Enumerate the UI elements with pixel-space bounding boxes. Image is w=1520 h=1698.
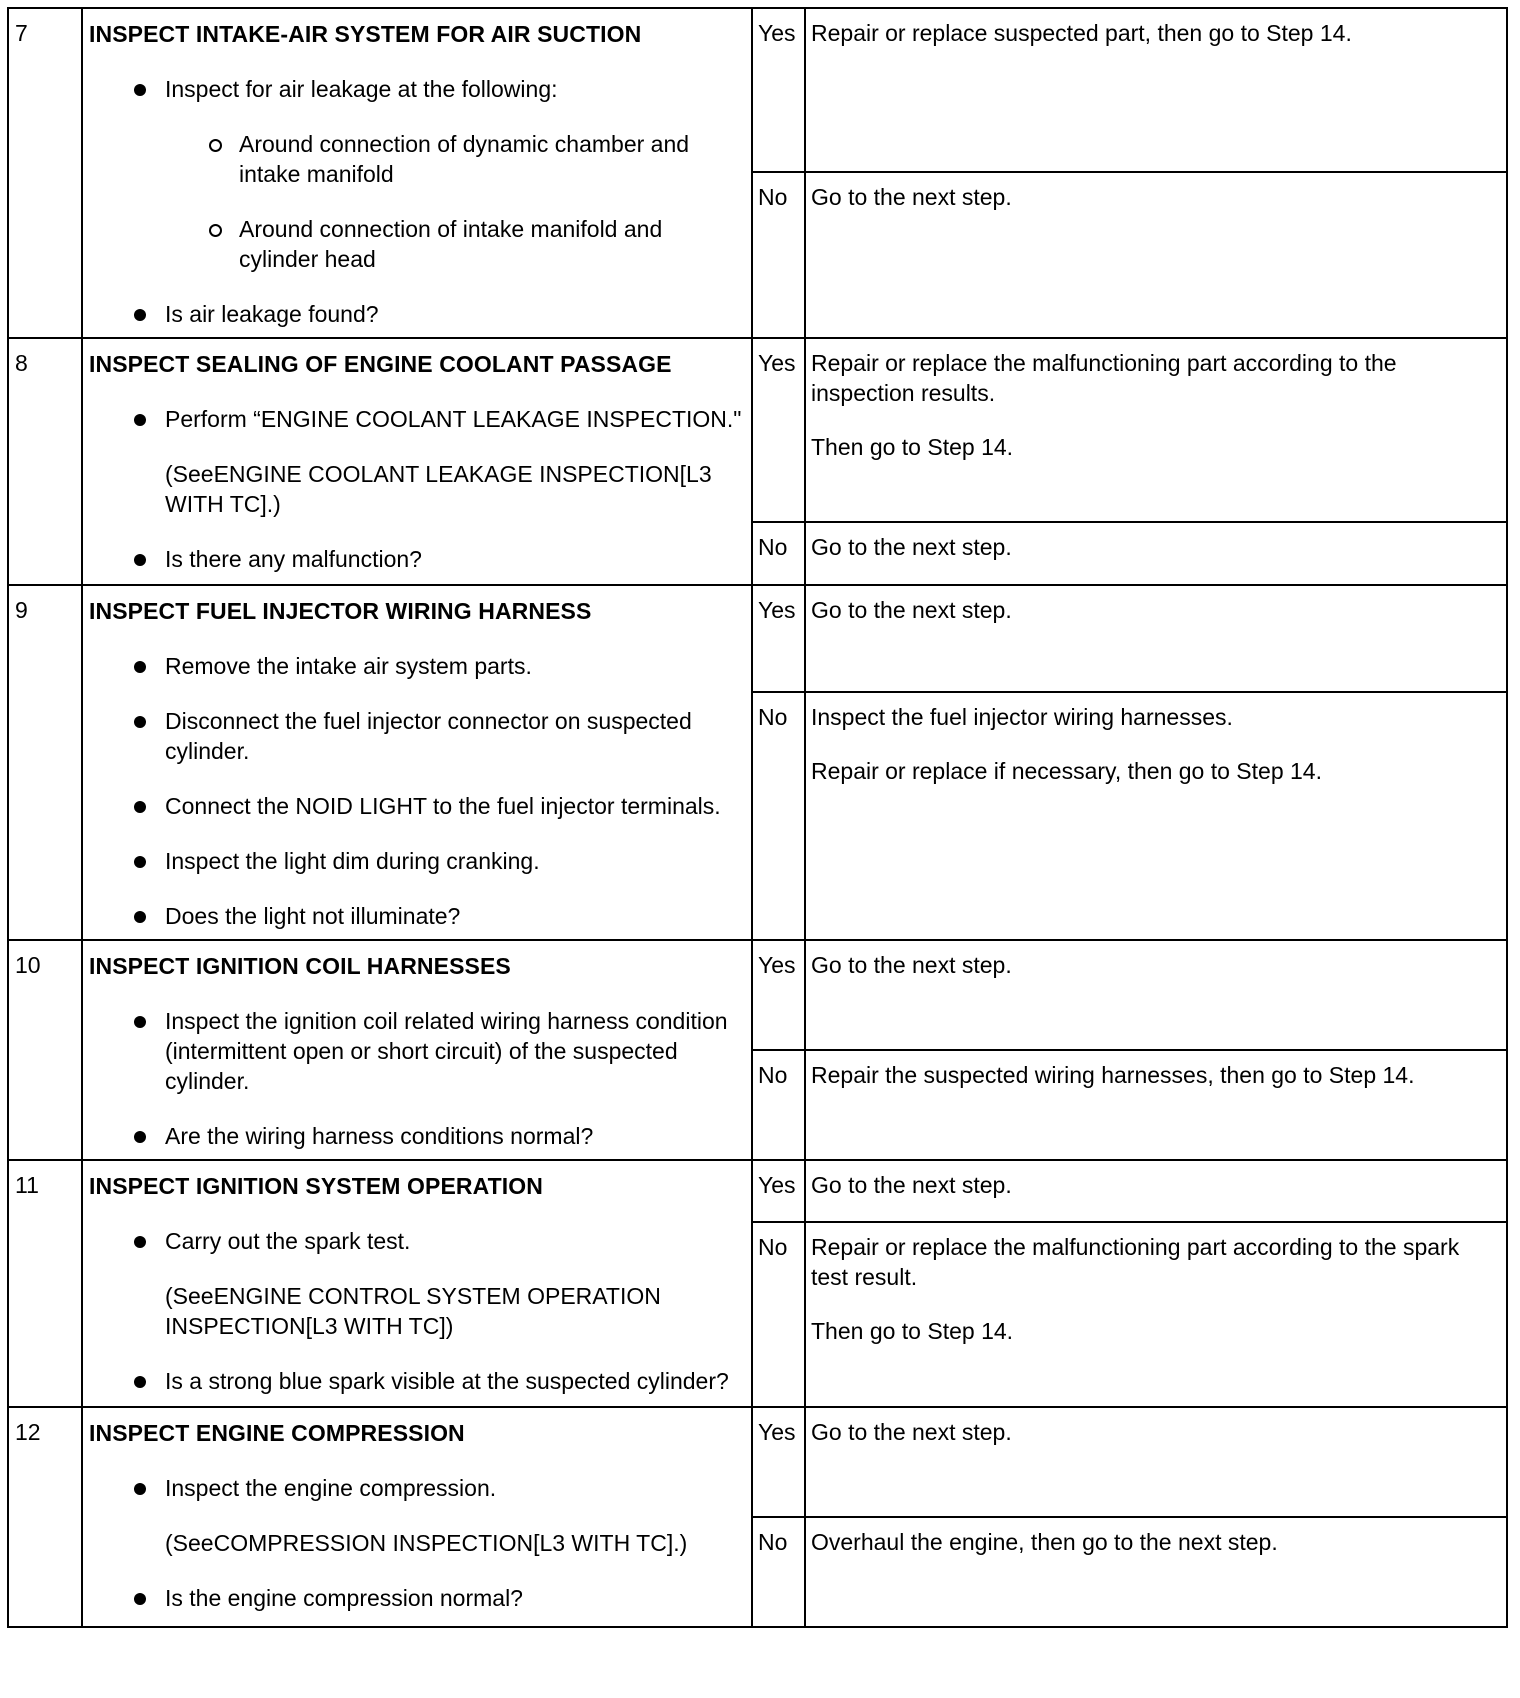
no-actions — [806, 1223, 1506, 1352]
no-actions — [806, 1051, 1506, 1096]
bullet-item: Is air leakage found? — [89, 299, 743, 329]
no-label-cell — [752, 1222, 805, 1407]
bullet-item: Carry out the spark test. — [89, 1226, 743, 1256]
step-content-cell — [82, 585, 752, 940]
no-action-cell — [805, 1517, 1507, 1627]
step-title: INSPECT INTAKE-AIR SYSTEM FOR AIR SUCTION — [89, 21, 642, 47]
no-action-cell — [805, 1222, 1507, 1407]
no-label: No — [758, 534, 788, 560]
step-number-cell — [8, 940, 82, 1160]
yes-actions — [806, 586, 1506, 631]
bullet-item: Is the engine compression normal? — [89, 1583, 743, 1613]
step-title: INSPECT IGNITION COIL HARNESSES — [89, 953, 511, 979]
sub-bullet-item: Around connection of intake manifold and cylinder head — [89, 214, 743, 274]
action-text: Overhaul the engine, then go to the next step. — [811, 1529, 1278, 1555]
yes-label: Yes — [758, 952, 796, 978]
no-label-cell — [752, 1050, 805, 1160]
step-row — [8, 8, 1507, 172]
step-number: 11 — [15, 1172, 39, 1198]
yes-action-cell — [805, 940, 1507, 1050]
yes-action-cell — [805, 1407, 1507, 1517]
reference-note: (SeeCOMPRESSION INSPECTION[L3 WITH TC].) — [165, 1530, 688, 1556]
yes-action-cell — [805, 8, 1507, 172]
step-row — [8, 585, 1507, 692]
action-text: Repair or replace if necessary, then go to Step 14. — [811, 758, 1322, 785]
yes-actions — [806, 1408, 1506, 1453]
bullet-item: Remove the intake air system parts. — [89, 651, 743, 681]
no-label-cell — [752, 1517, 805, 1627]
yes-action-cell — [805, 1160, 1507, 1222]
action-text: Go to the next step. — [811, 534, 1012, 560]
step-content — [83, 941, 751, 1159]
yes-label: Yes — [758, 20, 796, 46]
reference-note: (SeeENGINE CONTROL SYSTEM OPERATION INSPECTION[L3 WITH TC]) — [165, 1283, 661, 1339]
yes-actions — [806, 9, 1506, 54]
step-row — [8, 338, 1507, 522]
bullet-item: Connect the NOID LIGHT to the fuel injector terminals. — [89, 791, 743, 821]
no-label: No — [758, 1062, 788, 1088]
sub-bullet-item: Around connection of dynamic chamber and intake manifold — [89, 129, 743, 189]
step-title: INSPECT ENGINE COMPRESSION — [89, 1420, 465, 1446]
yes-actions — [806, 941, 1506, 986]
yes-label-cell — [752, 8, 805, 172]
step-content-cell — [82, 8, 752, 338]
action-text: Then go to Step 14. — [811, 1318, 1014, 1344]
troubleshooting-table — [7, 7, 1508, 1628]
yes-action-cell — [805, 585, 1507, 692]
step-content-cell — [82, 940, 752, 1160]
action-text: Repair or replace the malfunctioning part according to the inspection results. — [811, 350, 1397, 406]
bullet-item: Inspect the light dim during cranking. — [89, 846, 743, 876]
no-actions — [806, 693, 1506, 792]
step-content — [83, 1161, 751, 1404]
action-text: Repair or replace suspected part, then go to Step 14. — [811, 20, 1352, 46]
action-text: Repair the suspected wiring harnesses, then go to Step 14. — [811, 1062, 1415, 1088]
yes-label: Yes — [758, 350, 796, 376]
no-label: No — [758, 1529, 788, 1555]
yes-label: Yes — [758, 1419, 796, 1445]
step-content — [83, 586, 751, 939]
no-actions — [806, 523, 1506, 568]
no-action-cell — [805, 1050, 1507, 1160]
yes-label-cell — [752, 940, 805, 1050]
step-number: 10 — [15, 952, 41, 978]
action-text: Go to the next step. — [811, 1172, 1012, 1198]
step-row — [8, 1407, 1507, 1517]
step-number-cell — [8, 1407, 82, 1627]
no-label: No — [758, 183, 788, 210]
no-action-cell — [805, 172, 1507, 338]
step-row — [8, 1160, 1507, 1222]
step-number-cell — [8, 8, 82, 338]
step-title: INSPECT IGNITION SYSTEM OPERATION — [89, 1173, 543, 1199]
yes-label: Yes — [758, 1172, 796, 1198]
action-text: Go to the next step. — [811, 597, 1012, 623]
step-title: INSPECT SEALING OF ENGINE COOLANT PASSAGE — [89, 351, 672, 377]
no-label: No — [758, 1234, 788, 1260]
bullet-item: Does the light not illuminate? — [89, 901, 743, 931]
step-content — [83, 9, 751, 337]
step-number-cell — [8, 1160, 82, 1407]
yes-action-cell — [805, 338, 1507, 522]
action-text: Go to the next step. — [811, 952, 1012, 978]
yes-label-cell — [752, 338, 805, 522]
no-action-cell — [805, 692, 1507, 940]
step-title: INSPECT FUEL INJECTOR WIRING HARNESS — [89, 598, 592, 624]
bullet-item: Inspect the ignition coil related wiring harness condition (intermittent open or short circuit) of the suspected cylinder. — [89, 1006, 743, 1096]
yes-actions — [806, 339, 1506, 468]
bullet-item: Perform “ENGINE COOLANT LEAKAGE INSPECTION." — [89, 404, 743, 434]
yes-label-cell — [752, 585, 805, 692]
action-text: Go to the next step. — [811, 183, 1012, 210]
bullet-item: Is there any malfunction? — [89, 544, 743, 574]
action-text: Then go to Step 14. — [811, 434, 1014, 460]
step-content-cell — [82, 1407, 752, 1627]
no-label-cell — [752, 522, 805, 585]
step-number: 9 — [15, 597, 28, 623]
step-content — [83, 339, 751, 582]
step-content-cell — [82, 338, 752, 585]
step-number-cell — [8, 585, 82, 940]
yes-label: Yes — [758, 597, 796, 623]
step-number: 8 — [15, 350, 28, 376]
yes-label-cell — [752, 1407, 805, 1517]
step-number: 12 — [15, 1419, 41, 1445]
step-number-cell — [8, 338, 82, 585]
no-action-cell — [805, 522, 1507, 585]
bullet-item: Is a strong blue spark visible at the suspected cylinder? — [89, 1366, 743, 1396]
no-label-cell — [752, 172, 805, 338]
yes-label-cell — [752, 1160, 805, 1222]
reference-note: (SeeENGINE COOLANT LEAKAGE INSPECTION[L3 WITH TC].) — [165, 461, 712, 517]
yes-actions — [806, 1161, 1506, 1206]
no-label: No — [758, 704, 788, 731]
step-number: 7 — [15, 20, 28, 46]
step-content-cell — [82, 1160, 752, 1407]
no-actions — [806, 1518, 1506, 1563]
no-actions — [806, 173, 1506, 218]
action-text: Inspect the fuel injector wiring harnesses. — [811, 704, 1233, 731]
bullet-item: Are the wiring harness conditions normal? — [89, 1121, 743, 1151]
no-label-cell — [752, 692, 805, 940]
action-text: Repair or replace the malfunctioning part according to the spark test result. — [811, 1234, 1460, 1290]
bullet-item: Disconnect the fuel injector connector on suspected cylinder. — [89, 706, 743, 766]
bullet-item: Inspect the engine compression. — [89, 1473, 743, 1503]
step-content — [83, 1408, 751, 1621]
step-row — [8, 940, 1507, 1050]
action-text: Go to the next step. — [811, 1419, 1012, 1445]
bullet-item: Inspect for air leakage at the following: — [89, 74, 743, 104]
